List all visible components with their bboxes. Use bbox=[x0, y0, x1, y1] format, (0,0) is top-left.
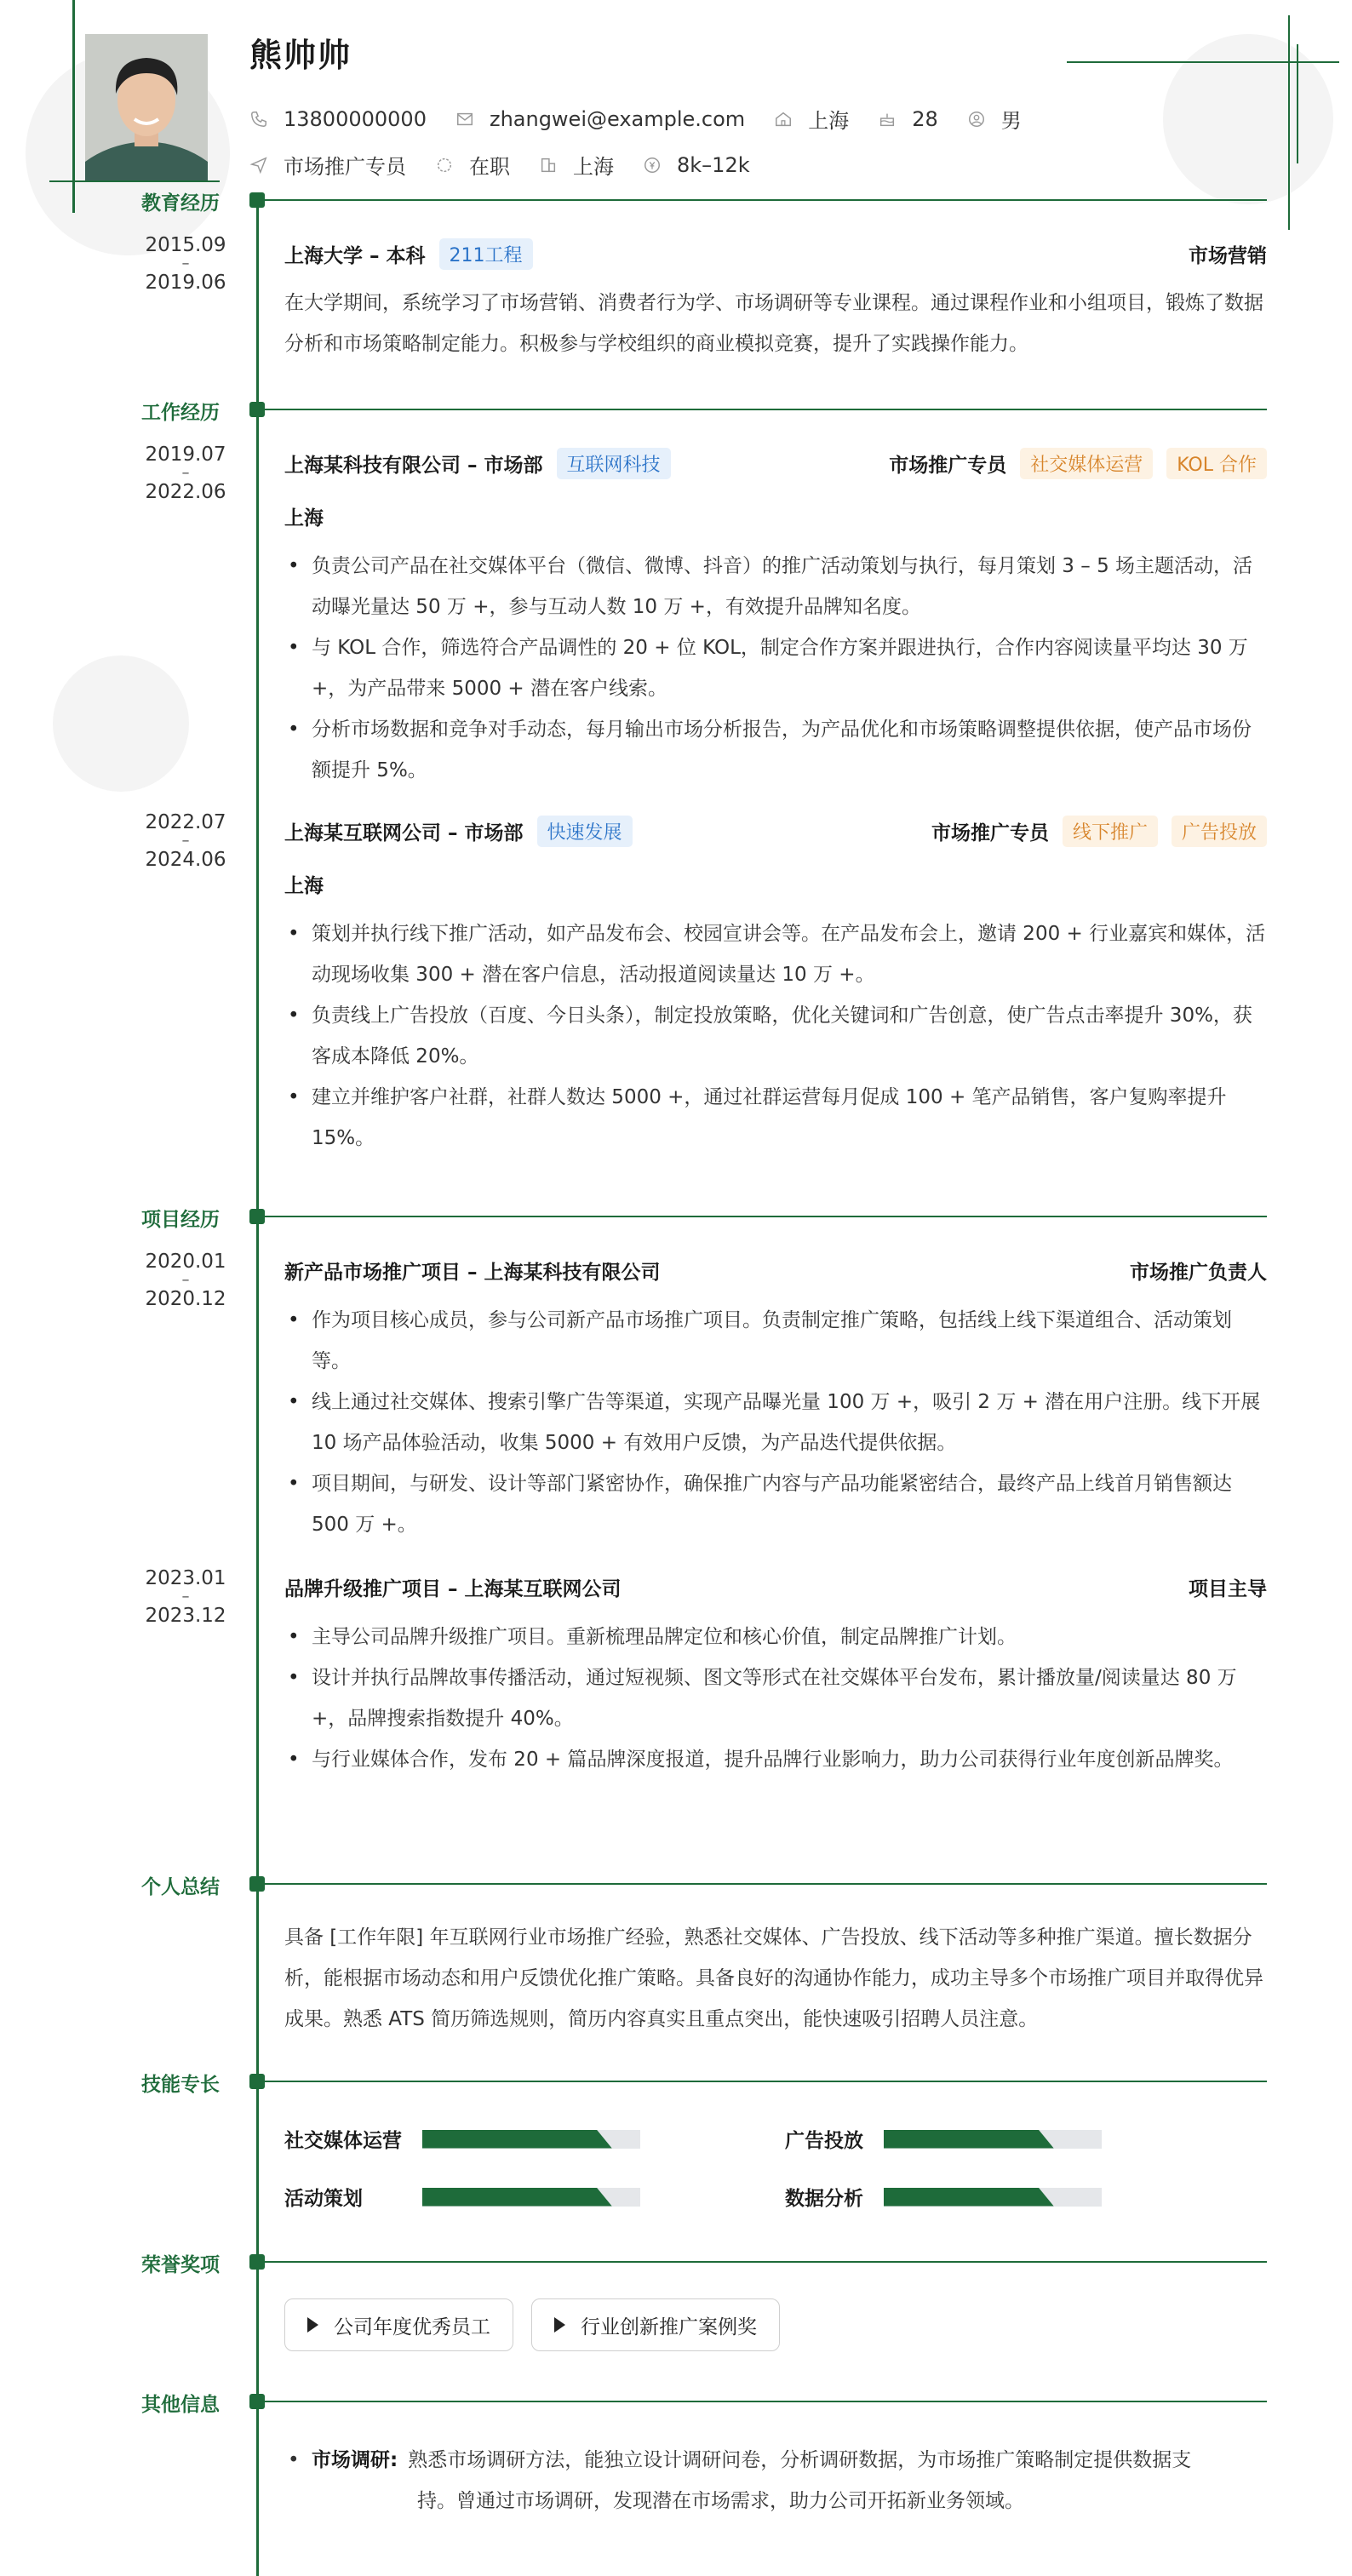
project-header bbox=[284, 1573, 1267, 1601]
other-text: 熟悉市场调研方法，能独立设计调研问卷，分析调研数据，为市场推广策略制定提供数据支 bbox=[408, 2449, 1192, 2471]
status-item bbox=[435, 150, 510, 180]
project-bullets bbox=[284, 1300, 1267, 1545]
building-icon bbox=[539, 156, 558, 175]
play-icon bbox=[307, 2317, 318, 2333]
age-item bbox=[878, 107, 938, 131]
school-name: 上海大学 – 本科 bbox=[284, 245, 426, 267]
skill-bar-fill bbox=[422, 2130, 612, 2149]
gender-item bbox=[967, 104, 1022, 134]
education-date: 2015.09 – 2019.06 bbox=[145, 234, 226, 294]
phone-text: 13800000000 bbox=[284, 106, 427, 131]
summary-text: 具备 [工作年限] 年互联网行业市场推广经验，熟悉社交媒体、广告投放、线下活动等多种推广渠道。擅长数据分析，能根据市场动态和用户反馈优化推广策略。具备良好的沟通协作能力，成功主导多个市场推广项目并取得优异成果。熟悉 ATS 简历筛选规则，简历内容真实且重点突出，能快速吸引招聘人员注意。 bbox=[284, 1926, 1263, 2030]
skill-bar-fill bbox=[884, 2188, 1054, 2207]
section-dot bbox=[249, 2394, 265, 2409]
bullet: • bbox=[288, 2449, 300, 2471]
email-item bbox=[455, 107, 745, 131]
list-item: • 主导公司品牌升级推广项目。重新梳理品牌定位和核心价值，制定品牌推广计划。 bbox=[284, 1617, 1267, 1657]
list-item: • 设计并执行品牌故事传播活动，通过短视频、图文等形式在社交媒体平台发布，累计播放量/阅读量达 80 万 +，品牌搜索指数提升 40%。 bbox=[284, 1657, 1267, 1739]
skill-item bbox=[284, 2125, 640, 2153]
skill-bar bbox=[884, 2188, 1102, 2207]
list-item: • 线上通过社交媒体、搜索引擎广告等渠道，实现产品曝光量 100 万 +，吸引 2 万 + 潜在用户注册。线下开展 10 场产品体验活动，收集 5000 + 有效用户反馈，为产品迭代提供依据。 bbox=[284, 1382, 1267, 1463]
list-item: • 建立并维护客户社群，社群人数达 5000 +，通过社群运营每月促成 100 + 笔产品销售，客户复购率提升 15%。 bbox=[284, 1077, 1267, 1159]
list-item bbox=[284, 2440, 1267, 2481]
job-intent-row bbox=[249, 150, 779, 180]
section-title-education: 教育经历 bbox=[141, 192, 220, 215]
company-tag: 互联网科技 bbox=[557, 448, 671, 479]
work-date: 2022.07 – 2024.06 bbox=[145, 811, 226, 871]
school-tag: 211工程 bbox=[439, 238, 533, 270]
other-key: 市场调研: bbox=[312, 2449, 398, 2471]
section-dot bbox=[249, 402, 265, 417]
skill-tag: 线下推广 bbox=[1063, 816, 1158, 847]
section-divider bbox=[265, 2081, 1267, 2082]
skill-item bbox=[785, 2125, 1102, 2153]
section-title-summary: 个人总结 bbox=[141, 1876, 220, 1898]
gender-text: 男 bbox=[1000, 109, 1022, 133]
award-chip bbox=[531, 2298, 780, 2351]
work-header bbox=[284, 816, 1267, 847]
list-item: • 分析市场数据和竞争对手动态，每月输出市场分析报告，为产品优化和市场策略调整提供依据，使产品市场份额提升 5%。 bbox=[284, 709, 1267, 791]
status-icon bbox=[435, 156, 454, 175]
send-icon bbox=[249, 156, 268, 175]
job-role: 市场推广专员 bbox=[931, 822, 1049, 844]
skill-item bbox=[284, 2183, 640, 2211]
award-label: 行业创新推广案例奖 bbox=[581, 2316, 757, 2338]
project-header bbox=[284, 1257, 1267, 1285]
skill-tag: 社交媒体运营 bbox=[1020, 448, 1153, 479]
work-header bbox=[284, 448, 1267, 479]
decor-line bbox=[1067, 61, 1339, 63]
section-dot bbox=[249, 2254, 265, 2270]
candidate-name: 熊帅帅 bbox=[249, 37, 352, 74]
company-tag: 快速发展 bbox=[537, 816, 633, 847]
list-item: • 策划并执行线下推广活动，如产品发布会、校园宣讲会等。在产品发布会上，邀请 200 + 行业嘉宾和媒体，活动现场收集 300 + 潜在客户信息，活动报道阅读量达 10 万 +。 bbox=[284, 913, 1267, 995]
section-title-awards: 荣誉奖项 bbox=[141, 2254, 220, 2276]
skill-item bbox=[785, 2183, 1102, 2211]
work-date: 2019.07 – 2022.06 bbox=[145, 444, 226, 503]
decor-line bbox=[1297, 44, 1298, 163]
salary-text: 8k–12k bbox=[677, 152, 750, 177]
skill-bar-fill bbox=[884, 2130, 1054, 2149]
section-divider bbox=[265, 1216, 1267, 1217]
target-city-text: 上海 bbox=[573, 155, 614, 179]
play-icon bbox=[554, 2317, 565, 2333]
avatar bbox=[85, 34, 208, 180]
list-item: • 与 KOL 合作，筛选符合产品调性的 20 + 位 KOL，制定合作方案并跟进执行，合作内容阅读量平均达 30 万 +，为产品带来 5000 + 潜在客户线索。 bbox=[284, 627, 1267, 709]
list-item: • 负责线上广告投放（百度、今日头条），制定投放策略，优化关键词和广告创意，使广告点击率提升 30%，获客成本降低 20%。 bbox=[284, 995, 1267, 1077]
section-divider bbox=[265, 2401, 1267, 2402]
project-bullets bbox=[284, 1617, 1267, 1780]
section-divider bbox=[265, 2261, 1267, 2263]
section-title-projects: 项目经历 bbox=[141, 1209, 220, 1231]
salary-item bbox=[643, 153, 750, 177]
age-text: 28 bbox=[912, 106, 938, 131]
section-dot bbox=[249, 192, 265, 208]
skill-name: 广告投放 bbox=[785, 2130, 863, 2152]
skill-bar bbox=[884, 2130, 1102, 2149]
skill-tag: KOL 合作 bbox=[1166, 448, 1267, 479]
education-header bbox=[284, 238, 1267, 270]
section-title-other: 其他信息 bbox=[141, 2394, 220, 2416]
avatar-photo bbox=[85, 34, 208, 180]
other-text-continued: 持。曾通过市场调研，发现潜在市场需求，助力公司开拓新业务领域。 bbox=[417, 2490, 1024, 2512]
section-divider bbox=[265, 1883, 1267, 1885]
skill-bar bbox=[422, 2188, 640, 2207]
target-city-item bbox=[539, 150, 614, 180]
city-text: 上海 bbox=[808, 109, 850, 133]
decor-circle-right-top bbox=[1163, 34, 1333, 204]
phone-item bbox=[249, 107, 427, 131]
position-text: 市场推广专员 bbox=[284, 155, 406, 179]
project-date: 2020.01 – 2020.12 bbox=[145, 1251, 226, 1310]
project-role: 市场推广负责人 bbox=[1130, 1262, 1267, 1284]
section-dot bbox=[249, 1876, 265, 1892]
mail-icon bbox=[455, 110, 474, 129]
list-item: • 负责公司产品在社交媒体平台（微信、微博、抖音）的推广活动策划与执行，每月策划 3 – 5 场主题活动，活动曝光量达 50 万 +，参与互动人数 10 万 +，有效提升品牌知名度。 bbox=[284, 546, 1267, 627]
company-name: 上海某互联网公司 – 市场部 bbox=[284, 822, 524, 844]
list-item: • 作为项目核心成员，参与公司新产品市场推广项目。负责制定推广策略，包括线上线下渠道组合、活动策划等。 bbox=[284, 1300, 1267, 1382]
skill-name: 社交媒体运营 bbox=[284, 2130, 402, 2152]
work-bullets bbox=[284, 913, 1267, 1159]
major: 市场营销 bbox=[1189, 245, 1267, 267]
education-description: 在大学期间，系统学习了市场营销、消费者行为学、市场调研等专业课程。通过课程作业和小组项目，锻炼了数据分析和市场策略制定能力。积极参与学校组织的商业模拟竞赛，提升了实践操作能力。 bbox=[284, 292, 1263, 355]
decor-line bbox=[1288, 15, 1290, 230]
skill-tag: 广告投放 bbox=[1172, 816, 1267, 847]
section-divider bbox=[265, 199, 1267, 201]
work-bullets bbox=[284, 546, 1267, 791]
contact-row bbox=[249, 104, 1051, 134]
status-text: 在职 bbox=[469, 155, 510, 179]
section-dot bbox=[249, 2074, 265, 2089]
section-divider bbox=[265, 409, 1267, 410]
timeline-axis bbox=[256, 197, 259, 2576]
award-label: 公司年度优秀员工 bbox=[334, 2316, 490, 2338]
list-item: • 与行业媒体合作，发布 20 + 篇品牌深度报道，提升品牌行业影响力，助力公司获得行业年度创新品牌奖。 bbox=[284, 1739, 1267, 1780]
home-icon bbox=[774, 110, 793, 129]
skill-bar bbox=[422, 2130, 640, 2149]
company-name: 上海某科技有限公司 – 市场部 bbox=[284, 455, 543, 477]
section-title-work: 工作经历 bbox=[141, 402, 220, 424]
section-title-skills: 技能专长 bbox=[141, 2074, 220, 2096]
user-icon bbox=[967, 110, 986, 129]
work-location: 上海 bbox=[284, 507, 324, 530]
skill-bar-fill bbox=[422, 2188, 612, 2207]
email-text: zhangwei@example.com bbox=[489, 106, 746, 131]
city-item bbox=[774, 104, 849, 134]
decor-circle-left-mid bbox=[53, 655, 189, 792]
skill-name: 活动策划 bbox=[284, 2188, 363, 2210]
other-info bbox=[284, 2440, 1267, 2522]
project-title: 新产品市场推广项目 – 上海某科技有限公司 bbox=[284, 1262, 661, 1284]
work-location: 上海 bbox=[284, 875, 324, 897]
project-role: 项目主导 bbox=[1189, 1578, 1267, 1600]
award-chip bbox=[284, 2298, 513, 2351]
money-icon bbox=[643, 156, 662, 175]
phone-icon bbox=[249, 110, 268, 129]
position-item bbox=[249, 150, 406, 180]
project-date: 2023.01 – 2023.12 bbox=[145, 1567, 226, 1627]
job-role: 市场推广专员 bbox=[889, 455, 1007, 477]
cake-icon bbox=[878, 110, 897, 129]
section-dot bbox=[249, 1209, 265, 1224]
project-title: 品牌升级推广项目 – 上海某互联网公司 bbox=[284, 1578, 622, 1600]
skill-name: 数据分析 bbox=[785, 2188, 863, 2210]
list-item: • 项目期间，与研发、设计等部门紧密协作，确保推广内容与产品功能紧密结合，最终产品上线首月销售额达 500 万 +。 bbox=[284, 1463, 1267, 1545]
decor-line bbox=[49, 180, 220, 182]
